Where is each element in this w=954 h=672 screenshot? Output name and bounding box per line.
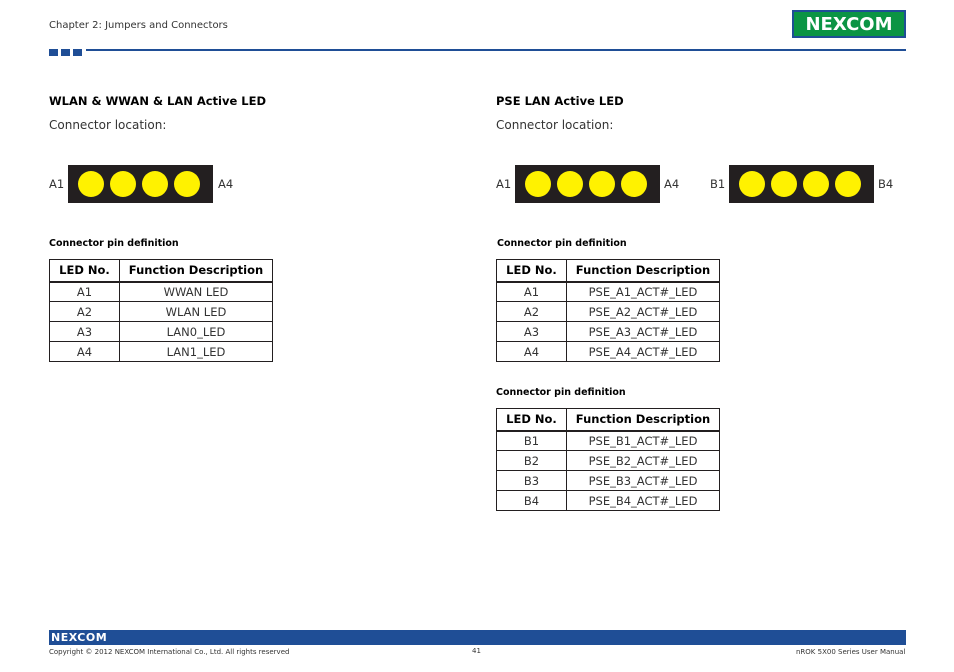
- led-pin: [78, 171, 104, 197]
- function-cell: PSE_A1_ACT#_LED: [567, 282, 720, 302]
- led-no-cell: B4: [497, 491, 567, 511]
- function-cell: PSE_B4_ACT#_LED: [567, 491, 720, 511]
- pin-definition-label: Connector pin definition: [49, 238, 179, 249]
- pin-start-label: A1: [49, 177, 65, 191]
- led-pin: [142, 171, 168, 197]
- header-function: Function Description: [120, 260, 273, 282]
- function-cell: LAN0_LED: [120, 322, 273, 342]
- table-row: [50, 342, 273, 362]
- led-pin: [771, 171, 797, 197]
- function-cell: WWAN LED: [120, 282, 273, 302]
- function-cell: WLAN LED: [120, 302, 273, 322]
- pin-end-label-a: A4: [664, 177, 680, 191]
- table-row: [497, 471, 720, 491]
- led-pin: [803, 171, 829, 197]
- led-pin: [110, 171, 136, 197]
- manual-title: nROK 5X00 Series User Manual: [796, 648, 906, 656]
- led-pin: [621, 171, 647, 197]
- nexcom-logo: [792, 10, 906, 38]
- header-led-no: LED No.: [497, 409, 567, 431]
- table-row: [497, 322, 720, 342]
- led-no-cell: A4: [497, 342, 567, 362]
- table-row: [497, 491, 720, 511]
- pin-definition-label-a: Connector pin definition: [497, 238, 627, 249]
- pin-definition-label-b: Connector pin definition: [496, 387, 626, 398]
- led-no-cell: A3: [50, 322, 120, 342]
- led-pin: [739, 171, 765, 197]
- led-no-cell: A2: [497, 302, 567, 322]
- section-title-pse: PSE LAN Active LED: [496, 94, 624, 108]
- pin-start-label-a: A1: [496, 177, 512, 191]
- table-row: [50, 322, 273, 342]
- led-no-cell: A1: [497, 282, 567, 302]
- header-led-no: LED No.: [497, 260, 567, 282]
- led-pin: [835, 171, 861, 197]
- pin-end-label: A4: [218, 177, 234, 191]
- footer-bar: [49, 630, 906, 645]
- table-row: [497, 282, 720, 302]
- led-no-cell: B2: [497, 451, 567, 471]
- function-cell: PSE_A4_ACT#_LED: [567, 342, 720, 362]
- pin-start-label-b: B1: [710, 177, 726, 191]
- function-cell: LAN1_LED: [120, 342, 273, 362]
- led-pin: [589, 171, 615, 197]
- header-function: Function Description: [567, 260, 720, 282]
- footer-logo: NEXCOM: [51, 631, 108, 644]
- led-pin: [174, 171, 200, 197]
- table-row: [497, 431, 720, 451]
- led-connector: [68, 165, 213, 203]
- pin-definition-table-b: [496, 408, 720, 511]
- header-rule: [86, 49, 906, 51]
- connector-location-label: Connector location:: [496, 118, 614, 132]
- pin-definition-table: [49, 259, 273, 362]
- table-row: [497, 451, 720, 471]
- header-squares: [49, 49, 82, 56]
- led-connector-b: [729, 165, 874, 203]
- table-row: [50, 282, 273, 302]
- table-row: [50, 302, 273, 322]
- chapter-title: Chapter 2: Jumpers and Connectors: [49, 20, 228, 31]
- led-no-cell: A3: [497, 322, 567, 342]
- table-row: [497, 302, 720, 322]
- function-cell: PSE_B2_ACT#_LED: [567, 451, 720, 471]
- led-no-cell: A1: [50, 282, 120, 302]
- led-no-cell: B3: [497, 471, 567, 491]
- header-function: Function Description: [567, 409, 720, 431]
- led-pin: [525, 171, 551, 197]
- led-no-cell: B1: [497, 431, 567, 451]
- page-number: 41: [472, 647, 481, 655]
- pin-definition-table-a: [496, 259, 720, 362]
- table-row: [497, 342, 720, 362]
- footer-copyright: Copyright © 2012 NEXCOM International Co., Ltd. All rights reserved: [49, 648, 290, 656]
- section-title-wlan: WLAN & WWAN & LAN Active LED: [49, 94, 267, 108]
- led-no-cell: A4: [50, 342, 120, 362]
- pin-end-label-b: B4: [878, 177, 894, 191]
- led-pin: [557, 171, 583, 197]
- led-no-cell: A2: [50, 302, 120, 322]
- connector-location-label: Connector location:: [49, 118, 167, 132]
- function-cell: PSE_A3_ACT#_LED: [567, 322, 720, 342]
- function-cell: PSE_A2_ACT#_LED: [567, 302, 720, 322]
- header-led-no: LED No.: [50, 260, 120, 282]
- function-cell: PSE_B1_ACT#_LED: [567, 431, 720, 451]
- function-cell: PSE_B3_ACT#_LED: [567, 471, 720, 491]
- logo-text: NEXCOM: [805, 14, 893, 35]
- led-connector-a: [515, 165, 660, 203]
